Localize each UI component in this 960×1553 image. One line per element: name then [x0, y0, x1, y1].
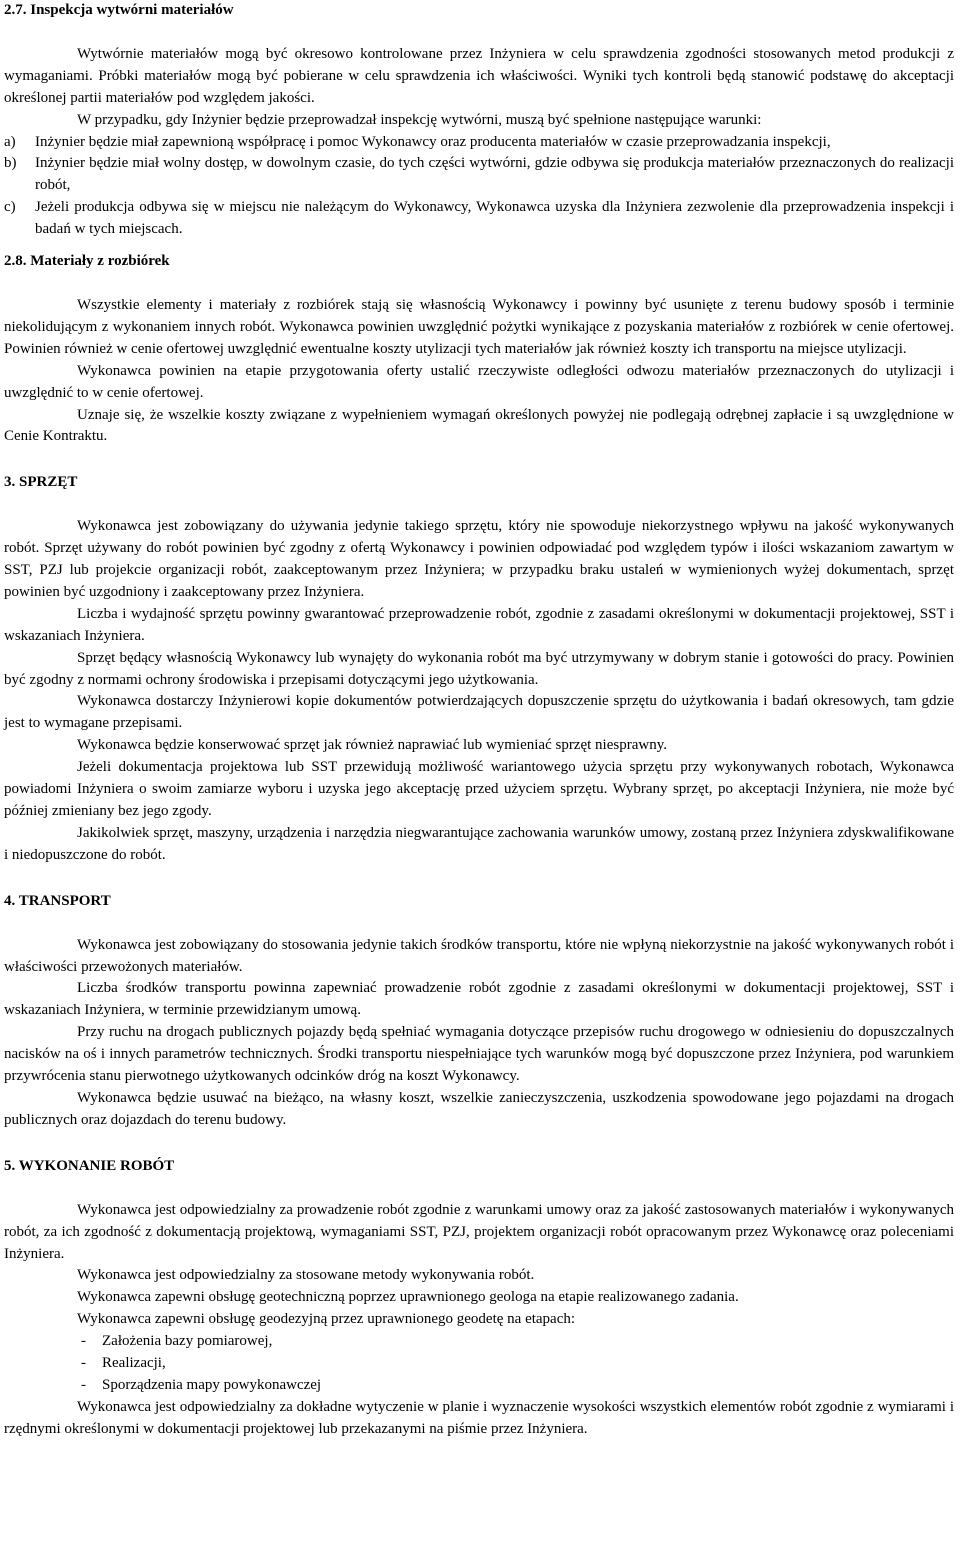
paragraph: Wykonawca jest zobowiązany do stosowania jedynie takich środków transportu, które nie wpłyną niekorzystnie na jakość wykonywanych robót i właściwości przewożonych materiałów.: [4, 936, 954, 975]
paragraph: Wykonawca będzie konserwować sprzęt jak również naprawiać lub wymieniać sprzęt niesprawny.: [77, 737, 667, 754]
paragraph: Przy ruchu na drogach publicznych pojazdy będą spełniać wymagania dotyczące przepisów ruchu drogowego w odniesieniu do dopuszczalnych nacisków na oś i innych parametrów technicznych. Środki transportu niespełniające tych warunków mogą być dopuszczone przez Inżyniera, pod warunkiem przywrócenia stanu pierwotnego użytkowanych odcinków dróg na koszt Wykonawcy.: [4, 1024, 954, 1085]
section-heading-4: 4. TRANSPORT: [4, 892, 111, 909]
list-item-text: Inżynier będzie miał wolny dostęp, w dowolnym czasie, do tych części wytwórni, gdzie odbywa się produkcja materiałów przeznaczonych do realizacji robót,: [35, 155, 954, 194]
paragraph: Wykonawca jest odpowiedzialny za prowadzenie robót zgodnie z warunkami umowy oraz za jakość zastosowanych materiałów i wykonywanych robót, za ich zgodność z dokumentacją projektową, wymaganiami SST, PZJ, projektem organizacji robót opracowanym przez Wykonawcę oraz poleceniami Inżyniera.: [4, 1201, 954, 1262]
paragraph: Wytwórnie materiałów mogą być okresowo kontrolowane przez Inżyniera w celu sprawdzenia zgodności stosowanych metod produkcji z wymaganiami. Próbki materiałów mogą być pobierane w celu sprawdzenia ich właściwości. Wyniki tych kontroli będą stanowić podstawę do akceptacji określonej partii materiałów pod względem jakości.: [4, 45, 954, 106]
dash-marker: -: [81, 1355, 86, 1372]
paragraph: Wykonawca jest odpowiedzialny za dokładne wytyczenie w planie i wyznaczenie wysokości wszystkich elementów robót zgodnie z wymiarami i rzędnymi określonymi w dokumentacji projektowej lub przekazanymi na piśmie przez Inżyniera.: [4, 1398, 954, 1437]
list-item: [4, 197, 954, 241]
paragraph: Liczba środków transportu powinna zapewniać prowadzenie robót zgodnie z zasadami określonymi w dokumentacji projektowej, SST i wskazaniach Inżyniera, w terminie przewidzianym umową.: [4, 980, 954, 1019]
list-item: [4, 1331, 954, 1353]
paragraph: Wszystkie elementy i materiały z rozbiórek stają się własnością Wykonawcy i powinny być usunięte z terenu budowy sposób i terminie niekolidującym z wykonaniem innych robót. Wykonawca powinien uwzględnić pożytki wynikające z pozyskania materiałów z rozbiórek w cenie ofertowej. Powinien również w cenie ofertowej uwzględnić ewentualne koszty utylizacji tych materiałów jak również koszty ich transportu na miejsce utylizacji.: [4, 296, 954, 357]
list-item: [4, 132, 954, 154]
list-item: [4, 153, 954, 197]
conditions-list: [4, 132, 954, 242]
list-marker: a): [4, 133, 16, 150]
section-heading-2-7: 2.7. Inspekcja wytwórni materiałów: [4, 2, 234, 18]
dash-marker: -: [81, 1333, 86, 1350]
list-item-text: Sporządzenia mapy powykonawczej: [102, 1376, 322, 1393]
stages-list: [4, 1331, 954, 1397]
paragraph: Wykonawca będzie usuwać na bieżąco, na własny koszt, wszelkie zanieczyszczenia, uszkodzenia spowodowane jego pojazdami na drogach publicznych oraz dojazdach do terenu budowy.: [4, 1089, 954, 1128]
section-heading-5: 5. WYKONANIE ROBÓT: [4, 1157, 175, 1174]
paragraph: Wykonawca powinien na etapie przygotowania oferty ustalić rzeczywiste odległości odwozu materiałów przeznaczonych do utylizacji i uwzględnić to w cenie ofertowej.: [4, 362, 954, 401]
paragraph: Wykonawca jest zobowiązany do używania jedynie takiego sprzętu, który nie spowoduje niekorzystnego wpływu na jakość wykonywanych robót. Sprzęt używany do robót powinien być zgodny z ofertą Wykonawcy i powinien odpowiadać pod względem typów i ilości wskazaniom zawartym w SST, PZJ lub projekcie organizacji robót, zaakceptowanym przez Inżyniera; w przypadku braku ustaleń w wymienionych wyżej dokumentach, sprzęt powinien być uzgodniony i zaakceptowany przez Inżyniera.: [4, 518, 954, 600]
section-heading-2-8: 2.8. Materiały z rozbiórek: [4, 253, 170, 270]
paragraph: Jakikolwiek sprzęt, maszyny, urządzenia i narzędzia niegwarantujące zachowania warunków umowy, zostaną przez Inżyniera zdyskwalifikowane i niedopuszczone do robót.: [4, 824, 954, 863]
paragraph: Jeżeli dokumentacja projektowa lub SST przewidują możliwość wariantowego użycia sprzętu przy wykonywanych robotach, Wykonawca powiadomi Inżyniera o swoim zamiarze wyboru i uzyska jego akceptację przed użyciem sprzętu. Wybrany sprzęt, po akceptacji Inżyniera, nie może być później zmieniany bez jego zgody.: [4, 759, 954, 819]
list-marker: b): [4, 155, 17, 172]
list-item-text: Jeżeli produkcja odbywa się w miejscu nie należącym do Wykonawcy, Wykonawca uzyska dla Inżyniera zezwolenie dla przeprowadzenia inspekcji i badań w tych miejscach.: [35, 199, 954, 238]
list-marker: c): [4, 199, 16, 216]
paragraph: Sprzęt będący własnością Wykonawcy lub wynajęty do wykonania robót ma być utrzymywany w dobrym stanie i gotowości do pracy. Powinien być zgodny z normami ochrony środowiska i przepisami dotyczącymi jego użytkowania.: [4, 649, 954, 688]
dash-marker: -: [81, 1376, 86, 1393]
list-item-text: Założenia bazy pomiarowej,: [102, 1333, 273, 1350]
section-heading-3: 3. SPRZĘT: [4, 474, 78, 491]
paragraph: Liczba i wydajność sprzętu powinny gwarantować przeprowadzenie robót, zgodnie z zasadami określonymi w dokumentacji projektowej, SST i wskazaniach Inżyniera.: [4, 605, 954, 644]
paragraph: Wykonawca zapewni obsługę geotechniczną poprzez uprawnionego geologa na etapie realizowanego zadania.: [77, 1289, 739, 1306]
paragraph: Uznaje się, że wszelkie koszty związane z wypełnieniem wymagań określonych powyżej nie podlegają odrębnej zapłacie i są uwzględnione w Cenie Kontraktu.: [4, 406, 954, 445]
list-item-text: Inżynier będzie miał zapewnioną współpracę i pomoc Wykonawcy oraz producenta materiałów w czasie przeprowadzania inspekcji,: [35, 133, 831, 150]
paragraph: W przypadku, gdy Inżynier będzie przeprowadzał inspekcję wytwórni, muszą być spełnione następujące warunki:: [77, 111, 762, 128]
paragraph: Wykonawca jest odpowiedzialny za stosowane metody wykonywania robót.: [77, 1267, 535, 1284]
paragraph: Wykonawca dostarczy Inżynierowi kopie dokumentów potwierdzających dopuszczenie sprzętu do użytkowania i badań okresowych, tam gdzie jest to wymagane przepisami.: [4, 693, 954, 732]
list-item: [4, 1353, 954, 1375]
list-item-text: Realizacji,: [102, 1355, 166, 1372]
paragraph: Wykonawca zapewni obsługę geodezyjną przez uprawnionego geodetę na etapach:: [77, 1311, 576, 1328]
list-item: [4, 1375, 954, 1397]
